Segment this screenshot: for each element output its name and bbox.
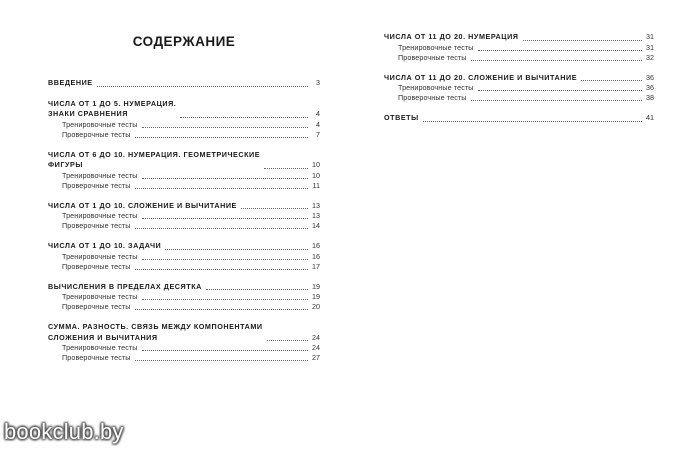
dot-leader bbox=[581, 80, 642, 81]
toc-page-number: 36 bbox=[646, 72, 654, 82]
toc-subentry bbox=[48, 181, 320, 191]
toc-page-number: 38 bbox=[646, 93, 654, 102]
page-title: СОДЕРЖАНИЕ bbox=[132, 34, 236, 49]
dot-leader bbox=[478, 50, 642, 51]
dot-leader bbox=[135, 228, 308, 229]
dot-leader bbox=[206, 289, 308, 290]
toc-entry-title: Проверочные тесты bbox=[62, 261, 131, 271]
toc-page-number: 10 bbox=[312, 170, 320, 180]
toc-page-number: 24 bbox=[312, 343, 320, 352]
toc-section-entry bbox=[48, 99, 320, 120]
toc-section bbox=[48, 78, 320, 89]
dot-leader bbox=[264, 168, 308, 169]
toc-subentry bbox=[48, 130, 320, 140]
toc-subentry bbox=[384, 53, 654, 63]
toc-subentry bbox=[48, 292, 320, 302]
dot-leader bbox=[135, 309, 308, 310]
toc-entry-title: ВЫЧИСЛЕНИЯ В ПРЕДЕЛАХ ДЕСЯТКА bbox=[48, 281, 202, 291]
toc-subentry bbox=[48, 120, 320, 130]
dot-leader bbox=[135, 360, 308, 361]
toc-section-entry bbox=[48, 78, 320, 89]
dot-leader bbox=[142, 299, 308, 300]
dot-leader bbox=[241, 208, 308, 209]
toc-page-number: 31 bbox=[646, 42, 654, 52]
toc-page-number: 36 bbox=[646, 83, 654, 92]
toc-entry-title: Проверочные тесты bbox=[62, 129, 131, 139]
toc-page-number: 10 bbox=[312, 160, 320, 169]
dot-leader bbox=[142, 259, 308, 260]
dot-leader bbox=[142, 350, 308, 351]
toc-entry-title: СУММА. РАЗНОСТЬ. СВЯЗЬ МЕЖДУ КОМПОНЕНТАМИ СЛОЖЕНИЯ И ВЫЧИТАНИЯ bbox=[48, 322, 263, 342]
toc-entry-title: Тренировочные тесты bbox=[62, 170, 138, 180]
dot-leader bbox=[180, 117, 308, 118]
toc-entry-title: ОТВЕТЫ bbox=[384, 113, 419, 122]
toc-section-entry bbox=[48, 241, 320, 252]
toc-page-number: 19 bbox=[312, 281, 320, 291]
toc-entry-title: Проверочные тесты bbox=[398, 52, 467, 62]
dot-leader bbox=[97, 86, 308, 87]
toc-section bbox=[384, 32, 654, 63]
toc-entry-title: Тренировочные тесты bbox=[398, 42, 474, 52]
toc-entry-title: ЧИСЛА ОТ 1 ДО 10. СЛОЖЕНИЕ И ВЫЧИТАНИЕ bbox=[48, 200, 237, 210]
toc-section bbox=[384, 73, 654, 104]
toc-page-number: 13 bbox=[312, 200, 320, 210]
toc-entry-title: Тренировочные тесты bbox=[62, 343, 138, 352]
toc-page-number: 31 bbox=[646, 32, 654, 41]
toc-section-entry bbox=[384, 73, 654, 84]
toc-section-entry bbox=[384, 113, 654, 124]
toc-entry-title: Проверочные тесты bbox=[62, 180, 131, 190]
toc-page-number: 41 bbox=[646, 113, 654, 122]
toc-page-number: 4 bbox=[316, 109, 320, 118]
toc-entry-title: Тренировочные тесты bbox=[62, 211, 138, 220]
toc-subentry bbox=[48, 252, 320, 262]
toc-section bbox=[48, 241, 320, 272]
dot-leader bbox=[142, 178, 308, 179]
toc-page-number: 32 bbox=[646, 52, 654, 62]
toc-entry-title: Тренировочные тесты bbox=[62, 292, 138, 301]
toc-entry-title: Проверочные тесты bbox=[62, 353, 131, 362]
dot-leader bbox=[135, 188, 308, 189]
toc-subentry bbox=[48, 262, 320, 272]
toc-subentry bbox=[48, 211, 320, 221]
toc-entry-title: Тренировочные тесты bbox=[398, 83, 474, 92]
toc-entry-title: Проверочные тесты bbox=[398, 93, 467, 102]
dot-leader bbox=[165, 249, 308, 250]
toc-subentry bbox=[48, 221, 320, 231]
toc-entry-title: Тренировочные тесты bbox=[62, 119, 138, 129]
toc-subentry bbox=[48, 353, 320, 363]
toc-page-number: 24 bbox=[312, 332, 320, 342]
toc-subentry bbox=[384, 43, 654, 53]
toc-page-number: 16 bbox=[312, 251, 320, 261]
toc-page-number: 4 bbox=[316, 119, 320, 129]
toc-page-number: 20 bbox=[312, 302, 320, 311]
dot-leader bbox=[523, 40, 642, 41]
toc-section-entry bbox=[48, 150, 320, 171]
toc-section bbox=[48, 99, 320, 140]
toc-section bbox=[48, 201, 320, 232]
toc-page-number: 27 bbox=[312, 353, 320, 362]
toc-page-number: 11 bbox=[312, 180, 320, 190]
dot-leader bbox=[142, 218, 308, 219]
toc-section bbox=[48, 150, 320, 191]
toc-page-number: 13 bbox=[312, 211, 320, 220]
watermark-logo: bookclub.by bbox=[4, 419, 124, 444]
toc-page-number: 7 bbox=[316, 129, 320, 139]
toc-page-number: 16 bbox=[312, 241, 320, 250]
dot-leader bbox=[142, 127, 308, 128]
dot-leader bbox=[478, 90, 642, 91]
toc-subentry bbox=[48, 302, 320, 312]
toc-right-column bbox=[384, 32, 654, 134]
toc-section-entry bbox=[384, 32, 654, 43]
dot-leader bbox=[267, 340, 308, 341]
toc-page-number: 19 bbox=[312, 292, 320, 301]
toc-subentry bbox=[384, 93, 654, 103]
dot-leader bbox=[471, 60, 642, 61]
toc-section bbox=[384, 113, 654, 124]
toc-subentry bbox=[384, 83, 654, 93]
toc-page-number: 14 bbox=[312, 221, 320, 230]
dot-leader bbox=[471, 100, 642, 101]
toc-entry-title: ЧИСЛА ОТ 1 ДО 5. НУМЕРАЦИЯ. ЗНАКИ СРАВНЕНИЯ bbox=[48, 98, 177, 118]
toc-entry-title: ЧИСЛА ОТ 11 ДО 20. НУМЕРАЦИЯ bbox=[384, 32, 519, 41]
toc-section-entry bbox=[48, 322, 320, 343]
dot-leader bbox=[135, 269, 308, 270]
toc-entry-title: ЧИСЛА ОТ 1 ДО 10. ЗАДАЧИ bbox=[48, 241, 162, 250]
toc-subentry bbox=[48, 343, 320, 353]
toc-entry-title: ЧИСЛА ОТ 11 ДО 20. СЛОЖЕНИЕ И ВЫЧИТАНИЕ bbox=[384, 72, 578, 82]
toc-section bbox=[48, 282, 320, 313]
toc-entry-title: ЧИСЛА ОТ 6 ДО 10. НУМЕРАЦИЯ. ГЕОМЕТРИЧЕСКИЕ ФИГУРЫ bbox=[48, 149, 261, 169]
toc-section-entry bbox=[48, 201, 320, 212]
toc-entry-title: ВВЕДЕНИЕ bbox=[48, 78, 93, 87]
toc-section-entry bbox=[48, 282, 320, 293]
toc-page-number: 3 bbox=[316, 78, 320, 87]
toc-subentry bbox=[48, 171, 320, 181]
dot-leader bbox=[135, 137, 308, 138]
toc-entry-title: Проверочные тесты bbox=[62, 221, 131, 230]
toc-left-column bbox=[48, 78, 320, 373]
toc-entry-title: Тренировочные тесты bbox=[62, 251, 138, 261]
toc-section bbox=[48, 322, 320, 363]
toc-page-number: 17 bbox=[312, 261, 320, 271]
dot-leader bbox=[423, 121, 642, 122]
toc-entry-title: Проверочные тесты bbox=[62, 302, 131, 311]
